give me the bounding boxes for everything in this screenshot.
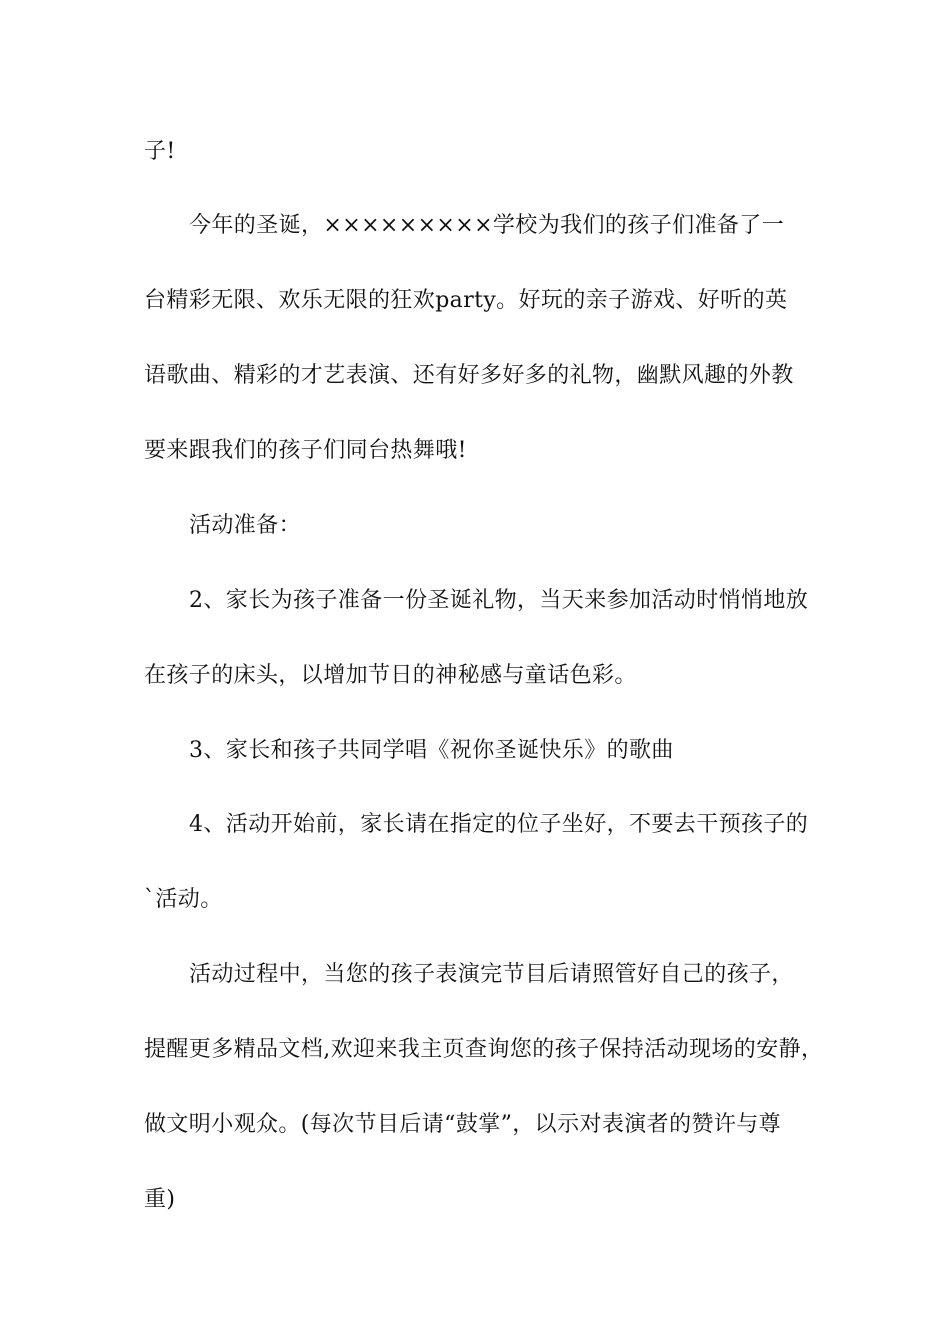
text-line: 在孩子的床头，以增加节日的神秘感与童话色彩。: [144, 663, 637, 688]
list-item-4: 4、活动开始前，家长请在指定的位子坐好，不要去干预孩子的: [189, 812, 809, 837]
text-line: `活动。: [144, 887, 223, 912]
text-line: 子!: [144, 139, 176, 164]
list-item-2: 2、家长为孩子准备一份圣诞礼物，当天来参加活动时悄悄地放: [189, 588, 809, 613]
text-line: 要来跟我们的孩子们同台热舞哦!: [144, 438, 467, 463]
paragraph-start-line: 活动过程中，当您的孩子表演完节目后请照管好自己的孩子，: [189, 962, 794, 987]
section-heading: 活动准备：: [189, 513, 302, 538]
text-line: 重): [144, 1187, 176, 1212]
list-item-3: 3、家长和孩子共同学唱《祝你圣诞快乐》的歌曲: [189, 738, 674, 763]
paragraph-start-line: 今年的圣诞，×××××××××学校为我们的孩子们准备了一: [189, 213, 785, 238]
text-line: 做文明小观众。(每次节目后请“鼓掌”，以示对表演者的赞许与尊: [144, 1112, 782, 1137]
text-line: 提醒更多精品文档,欢迎来我主页查询您的孩子保持活动现场的安静，: [144, 1037, 824, 1062]
text-line: 台精彩无限、欢乐无限的狂欢party。好玩的亲子游戏、好听的英: [144, 288, 788, 313]
text-line: 语歌曲、精彩的才艺表演、还有好多好多的礼物，幽默风趣的外教: [144, 363, 794, 388]
